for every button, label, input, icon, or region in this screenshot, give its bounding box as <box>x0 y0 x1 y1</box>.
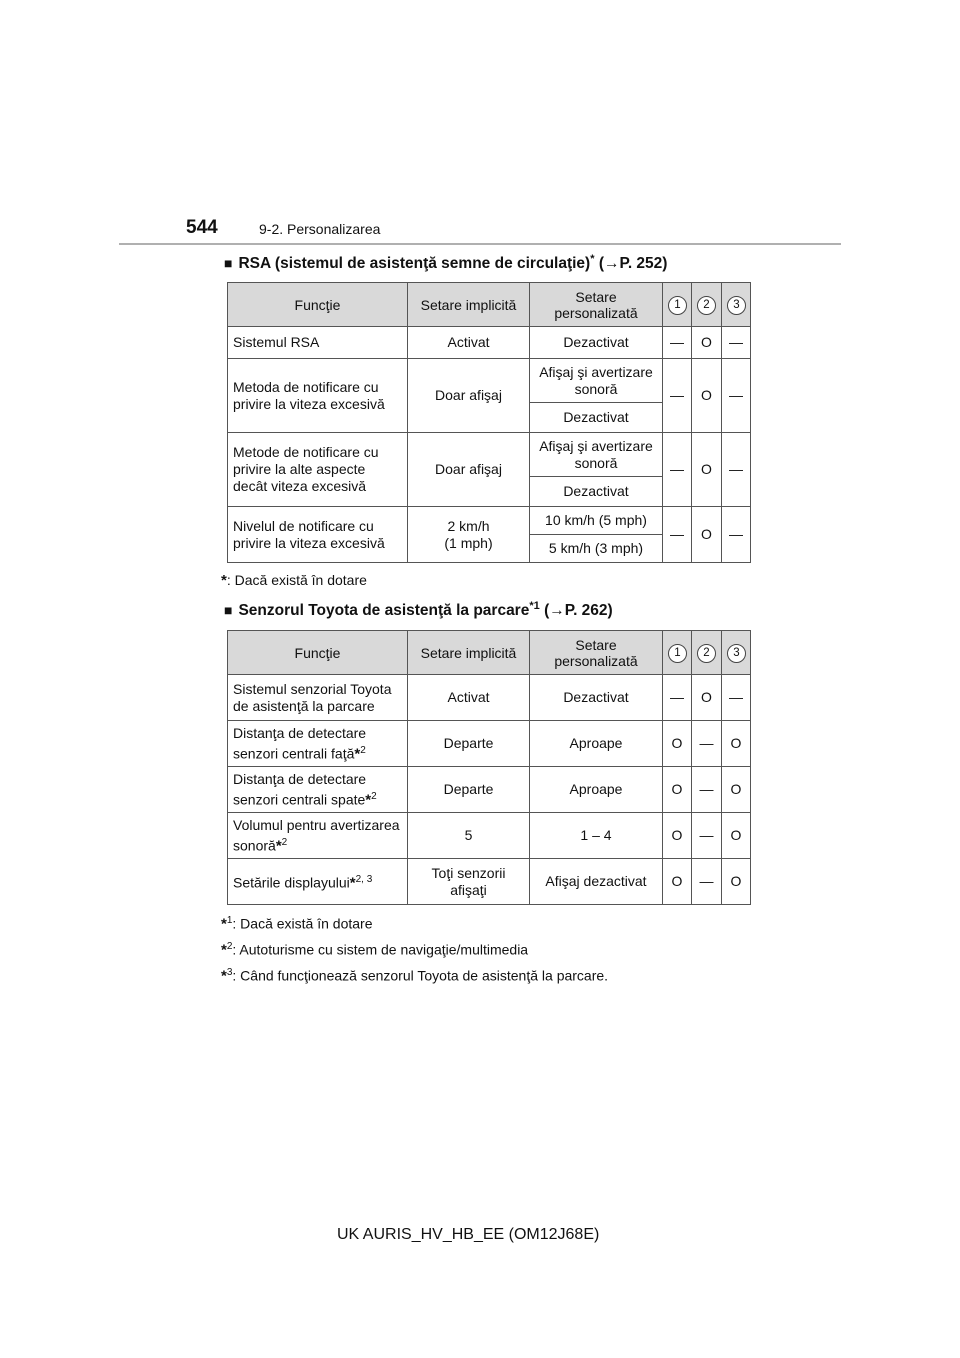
table-row <box>228 675 751 721</box>
mark-cell: — <box>692 767 722 813</box>
mark-cell: O <box>692 359 722 433</box>
custom-cell: Afişaj şi avertizare sonoră <box>530 359 663 403</box>
table-row <box>228 721 751 767</box>
function-cell: Setările displayului*$^{2, 3}$ <box>228 859 408 905</box>
mark-cell: — <box>663 359 692 433</box>
rsa-table <box>227 282 751 563</box>
mark-cell: — <box>692 721 722 767</box>
col-custom: Setare personalizată <box>530 283 663 327</box>
col-default: Setare implicită <box>408 631 530 675</box>
number-1-icon: 1 <box>668 296 687 315</box>
default-cell: Departe <box>408 721 530 767</box>
custom-cell: Dezactivat <box>530 327 663 359</box>
function-cell: Metode de notificare cu privire la alte aspecte decât viteza excesivă <box>228 433 408 507</box>
default-cell: Toţi senzorii afişaţi <box>408 859 530 905</box>
custom-cell: Dezactivat <box>530 675 663 721</box>
mark-cell: O <box>722 767 751 813</box>
mark-cell: O <box>692 675 722 721</box>
number-1-icon: 1 <box>668 644 687 663</box>
mark-cell: — <box>692 859 722 905</box>
custom-cell: Dezactivat <box>530 403 663 433</box>
rsa-footnote: *: Dacă există în dotare <box>221 572 367 589</box>
mark-cell: — <box>722 433 751 507</box>
document-footer: UK AURIS_HV_HB_EE (OM12J68E) <box>337 1226 600 1243</box>
default-cell: Activat <box>408 675 530 721</box>
default-cell: Doar afişaj <box>408 359 530 433</box>
default-cell: 5 <box>408 813 530 859</box>
custom-cell: Dezactivat <box>530 477 663 507</box>
table-row <box>228 507 751 535</box>
table-row <box>228 859 751 905</box>
mark-cell: — <box>692 813 722 859</box>
function-cell: Volumul pentru avertizarea sonoră*$^2$ <box>228 813 408 859</box>
col-2 <box>692 631 722 675</box>
col-function: Funcţie <box>228 283 408 327</box>
mark-cell: O <box>722 721 751 767</box>
col-custom: Setare personalizată <box>530 631 663 675</box>
mark-cell: O <box>692 433 722 507</box>
default-cell: Activat <box>408 327 530 359</box>
col-function: Funcţie <box>228 631 408 675</box>
mark-cell: — <box>663 327 692 359</box>
custom-cell: 5 km/h (3 mph) <box>530 535 663 563</box>
mark-cell: O <box>692 327 722 359</box>
rsa-heading: ■ RSA (sistemul de asistenţă semne de circulaţie)* (→P. 252) <box>224 253 668 273</box>
header-rule <box>119 243 841 245</box>
col-default: Setare implicită <box>408 283 530 327</box>
mark-cell: — <box>663 433 692 507</box>
default-cell: Departe <box>408 767 530 813</box>
mark-cell: O <box>663 721 692 767</box>
parking-footnote-2: *$^2$: Autoturisme cu sistem de navigaţie/multimedia <box>221 941 529 959</box>
col-3 <box>722 631 751 675</box>
parking-footnote-1: *$^1$: Dacă există în dotare <box>221 915 373 933</box>
mark-cell: — <box>663 675 692 721</box>
number-3-icon: 3 <box>727 296 746 315</box>
table-row <box>228 359 751 403</box>
default-cell: Doar afişaj <box>408 433 530 507</box>
number-2-icon: 2 <box>697 644 716 663</box>
table-row <box>228 327 751 359</box>
mark-cell: O <box>663 813 692 859</box>
number-2-icon: 2 <box>697 296 716 315</box>
mark-cell: — <box>722 359 751 433</box>
custom-cell: 1 – 4 <box>530 813 663 859</box>
mark-cell: — <box>722 327 751 359</box>
col-1 <box>663 283 692 327</box>
function-cell: Sistemul RSA <box>228 327 408 359</box>
table-row <box>228 813 751 859</box>
parking-heading: ■ Senzorul Toyota de asistenţă la parcare$^{*1}$ (→P. 262) <box>224 600 613 620</box>
mark-cell: O <box>722 859 751 905</box>
section-title: 9-2. Personalizarea <box>259 221 381 237</box>
custom-cell: Afişaj şi avertizare sonoră <box>530 433 663 477</box>
custom-cell: Aproape <box>530 767 663 813</box>
table-row <box>228 433 751 477</box>
function-cell: Distanţa de detectare senzori centrali spate*$^2$ <box>228 767 408 813</box>
custom-cell: Afişaj dezactivat <box>530 859 663 905</box>
mark-cell: O <box>722 813 751 859</box>
parking-table <box>227 630 751 905</box>
custom-cell: 10 km/h (5 mph) <box>530 507 663 535</box>
default-cell: 2 km/h (1 mph) <box>408 507 530 563</box>
bullet-square-icon: ■ <box>224 602 233 619</box>
mark-cell: O <box>663 859 692 905</box>
table-row <box>228 767 751 813</box>
function-cell: Metoda de notificare cu privire la viteza excesivă <box>228 359 408 433</box>
mark-cell: O <box>663 767 692 813</box>
parking-footnote-3: *$^3$: Când funcţionează senzorul Toyota de asistenţă la parcare. <box>221 967 609 985</box>
col-1 <box>663 631 692 675</box>
function-cell: Distanţa de detectare senzori centrali faţă*$^2$ <box>228 721 408 767</box>
number-3-icon: 3 <box>727 644 746 663</box>
custom-cell: Aproape <box>530 721 663 767</box>
col-2 <box>692 283 722 327</box>
mark-cell: O <box>692 507 722 563</box>
mark-cell: — <box>663 507 692 563</box>
page-number: 544 <box>186 217 218 238</box>
col-3 <box>722 283 751 327</box>
mark-cell: — <box>722 675 751 721</box>
mark-cell: — <box>722 507 751 563</box>
function-cell: Nivelul de notificare cu privire la viteza excesivă <box>228 507 408 563</box>
bullet-square-icon: ■ <box>224 255 233 272</box>
function-cell: Sistemul senzorial Toyota de asistenţă la parcare <box>228 675 408 721</box>
